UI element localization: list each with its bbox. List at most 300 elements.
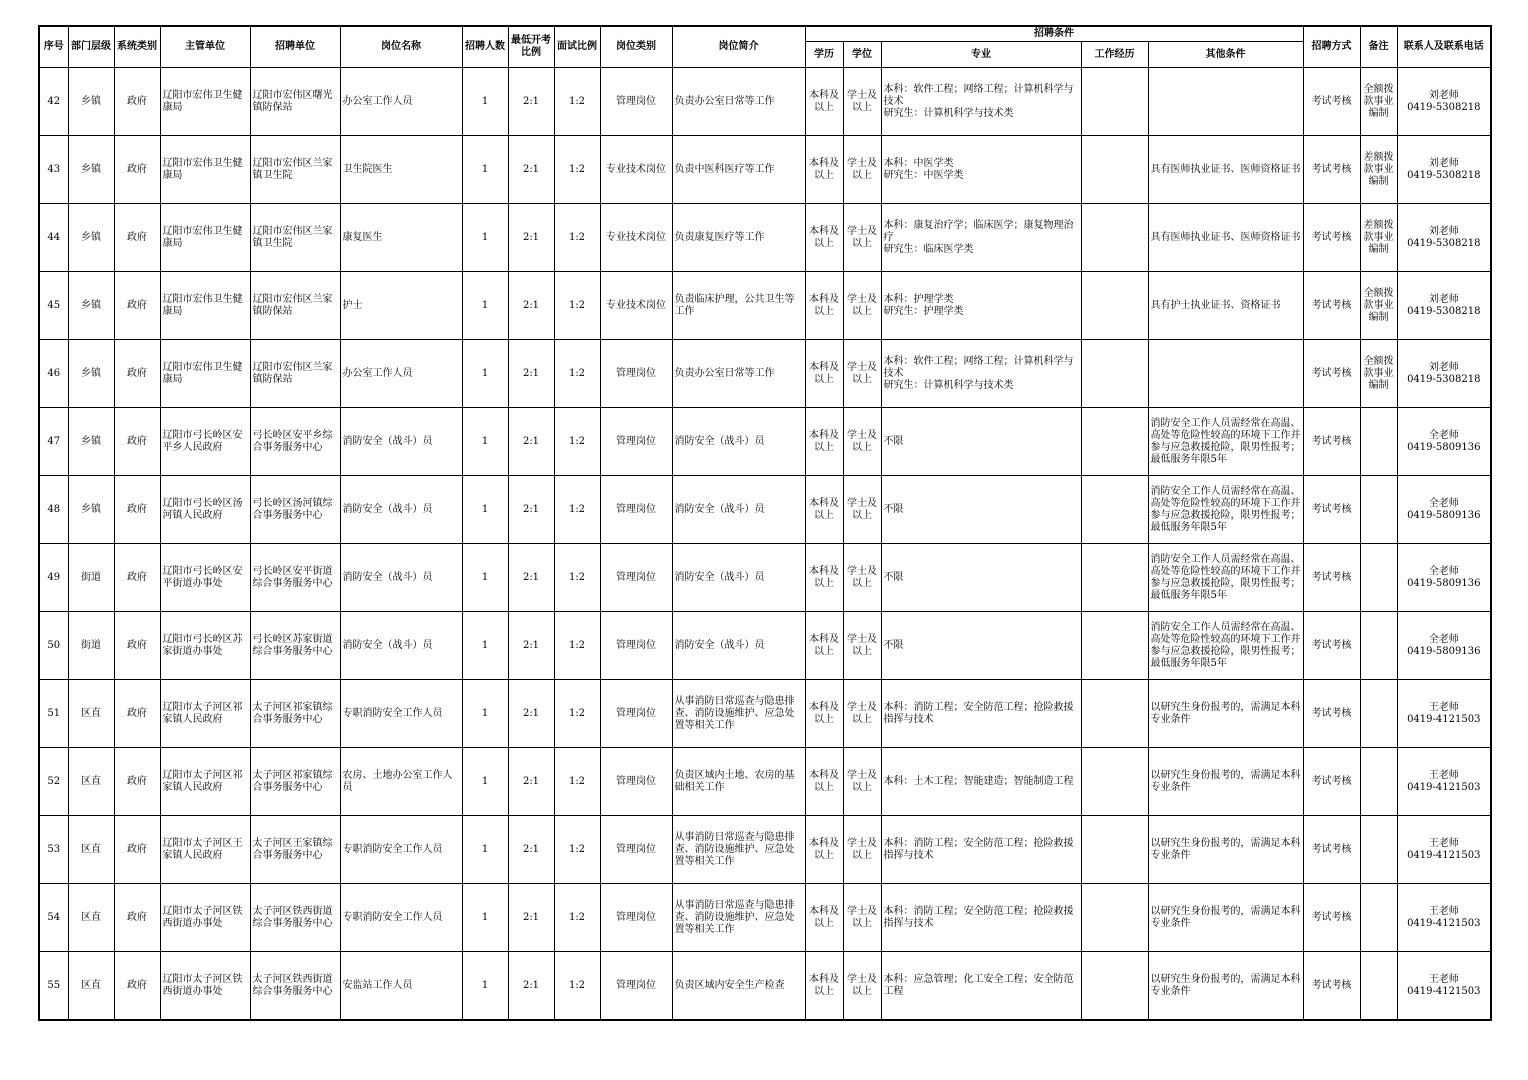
cell-method: 考试考核	[1303, 612, 1360, 680]
cell-degree: 学士及以上	[843, 884, 881, 952]
cell-work-exp	[1081, 340, 1148, 408]
cell-employer: 弓长岭区苏家街道综合事务服务中心	[250, 612, 340, 680]
cell-employer: 太子河区铁西街道综合事务服务中心	[250, 884, 340, 952]
cell-degree: 学士及以上	[843, 272, 881, 340]
cell-work-exp	[1081, 408, 1148, 476]
cell-position-intro: 负责办公室日常等工作	[672, 68, 805, 136]
cell-remark	[1360, 612, 1397, 680]
cell-major: 本科：应急管理；化工安全工程；安全防范工程	[881, 952, 1081, 1021]
cell-degree: 学士及以上	[843, 612, 881, 680]
cell-method: 考试考核	[1303, 272, 1360, 340]
cell-position-intro: 从事消防日常巡查与隐患排查、消防设施维护、应急处置等相关工作	[672, 680, 805, 748]
cell-interview-ratio: 1:2	[554, 68, 600, 136]
cell-seq: 42	[39, 68, 68, 136]
cell-interview-ratio: 1:2	[554, 884, 600, 952]
cell-other: 以研究生身份报考的，需满足本科专业条件	[1148, 884, 1303, 952]
cell-remark	[1360, 748, 1397, 816]
cell-position-name: 专职消防安全工作人员	[340, 884, 462, 952]
cell-min-ratio: 2:1	[508, 748, 554, 816]
cell-contact: 刘老师 0419-5308218	[1397, 136, 1491, 204]
cell-major: 本科：软件工程；网络工程；计算机科学与技术 研究生：计算机科学与技术类	[881, 340, 1081, 408]
cell-contact: 王老师 0419-4121503	[1397, 952, 1491, 1021]
cell-seq: 49	[39, 544, 68, 612]
cell-method: 考试考核	[1303, 544, 1360, 612]
cell-contact: 刘老师 0419-5308218	[1397, 340, 1491, 408]
cell-employer: 弓长岭区安平乡综合事务服务中心	[250, 408, 340, 476]
header-major: 专业	[881, 42, 1081, 68]
header-degree: 学位	[843, 42, 881, 68]
cell-min-ratio: 2:1	[508, 204, 554, 272]
cell-dept-level: 乡镇	[68, 136, 114, 204]
cell-seq: 53	[39, 816, 68, 884]
cell-supervisor: 辽阳市宏伟卫生健康局	[160, 68, 250, 136]
cell-position-type: 专业技术岗位	[600, 272, 672, 340]
cell-position-intro: 负责区域内安全生产检查	[672, 952, 805, 1021]
cell-method: 考试考核	[1303, 748, 1360, 816]
cell-method: 考试考核	[1303, 408, 1360, 476]
cell-degree: 学士及以上	[843, 136, 881, 204]
cell-count: 1	[462, 272, 508, 340]
cell-position-type: 专业技术岗位	[600, 136, 672, 204]
cell-contact: 全老师 0419-5809136	[1397, 408, 1491, 476]
cell-position-name: 消防安全（战斗）员	[340, 612, 462, 680]
cell-major: 本科：土木工程；智能建造；智能制造工程	[881, 748, 1081, 816]
cell-work-exp	[1081, 136, 1148, 204]
cell-dept-level: 乡镇	[68, 408, 114, 476]
cell-system-type: 政府	[114, 816, 160, 884]
cell-degree: 学士及以上	[843, 408, 881, 476]
cell-min-ratio: 2:1	[508, 136, 554, 204]
cell-min-ratio: 2:1	[508, 476, 554, 544]
cell-dept-level: 乡镇	[68, 340, 114, 408]
cell-other: 消防安全工作人员需经常在高温、高处等危险性较高的环境下工作并参与应急救援抢险，限男性报考；最低服务年限5年	[1148, 476, 1303, 544]
cell-supervisor: 辽阳市宏伟卫生健康局	[160, 204, 250, 272]
cell-seq: 44	[39, 204, 68, 272]
cell-min-ratio: 2:1	[508, 408, 554, 476]
cell-min-ratio: 2:1	[508, 884, 554, 952]
header-position-intro: 岗位简介	[672, 26, 805, 68]
cell-remark: 全额拨款事业编制	[1360, 340, 1397, 408]
cell-method: 考试考核	[1303, 68, 1360, 136]
cell-position-intro: 消防安全（战斗）员	[672, 408, 805, 476]
cell-min-ratio: 2:1	[508, 680, 554, 748]
cell-dept-level: 区直	[68, 680, 114, 748]
header-min-ratio: 最低开考比例	[508, 26, 554, 68]
cell-work-exp	[1081, 884, 1148, 952]
header-count: 招聘人数	[462, 26, 508, 68]
header-method: 招聘方式	[1303, 26, 1360, 68]
cell-other: 以研究生身份报考的，需满足本科专业条件	[1148, 748, 1303, 816]
cell-interview-ratio: 1:2	[554, 476, 600, 544]
cell-count: 1	[462, 884, 508, 952]
cell-position-type: 管理岗位	[600, 952, 672, 1021]
cell-education: 本科及以上	[805, 408, 843, 476]
cell-degree: 学士及以上	[843, 204, 881, 272]
cell-position-type: 专业技术岗位	[600, 204, 672, 272]
cell-other: 消防安全工作人员需经常在高温、高处等危险性较高的环境下工作并参与应急救援抢险，限男性报考；最低服务年限5年	[1148, 612, 1303, 680]
cell-count: 1	[462, 408, 508, 476]
cell-contact: 王老师 0419-4121503	[1397, 816, 1491, 884]
cell-interview-ratio: 1:2	[554, 748, 600, 816]
cell-position-intro: 负责办公室日常等工作	[672, 340, 805, 408]
cell-major: 不限	[881, 408, 1081, 476]
cell-interview-ratio: 1:2	[554, 952, 600, 1021]
cell-seq: 47	[39, 408, 68, 476]
cell-dept-level: 区直	[68, 748, 114, 816]
cell-work-exp	[1081, 544, 1148, 612]
header-supervisor: 主管单位	[160, 26, 250, 68]
cell-work-exp	[1081, 748, 1148, 816]
cell-other	[1148, 68, 1303, 136]
cell-position-name: 卫生院医生	[340, 136, 462, 204]
header-work-exp: 工作经历	[1081, 42, 1148, 68]
cell-remark: 全额拨款事业编制	[1360, 68, 1397, 136]
cell-dept-level: 区直	[68, 884, 114, 952]
cell-dept-level: 乡镇	[68, 204, 114, 272]
cell-position-intro: 负责中医科医疗等工作	[672, 136, 805, 204]
cell-major: 本科：软件工程；网络工程；计算机科学与技术 研究生：计算机科学与技术类	[881, 68, 1081, 136]
cell-seq: 43	[39, 136, 68, 204]
cell-other: 具有医师执业证书、医师资格证书	[1148, 136, 1303, 204]
cell-seq: 52	[39, 748, 68, 816]
cell-interview-ratio: 1:2	[554, 612, 600, 680]
cell-min-ratio: 2:1	[508, 612, 554, 680]
cell-min-ratio: 2:1	[508, 816, 554, 884]
cell-seq: 55	[39, 952, 68, 1021]
cell-interview-ratio: 1:2	[554, 204, 600, 272]
cell-major: 不限	[881, 544, 1081, 612]
cell-dept-level: 乡镇	[68, 68, 114, 136]
header-dept-level: 部门层级	[68, 26, 114, 68]
cell-employer: 弓长岭区安平街道综合事务服务中心	[250, 544, 340, 612]
table-row	[39, 952, 1491, 1021]
cell-supervisor: 辽阳市太子河区铁西街道办事处	[160, 952, 250, 1021]
cell-count: 1	[462, 136, 508, 204]
cell-supervisor: 辽阳市太子河区祁家镇人民政府	[160, 748, 250, 816]
table-row	[39, 68, 1491, 136]
cell-major: 本科：康复治疗学；临床医学；康复物理治疗 研究生：临床医学类	[881, 204, 1081, 272]
cell-education: 本科及以上	[805, 476, 843, 544]
cell-education: 本科及以上	[805, 272, 843, 340]
cell-dept-level: 乡镇	[68, 272, 114, 340]
cell-position-name: 办公室工作人员	[340, 68, 462, 136]
table-row	[39, 544, 1491, 612]
cell-dept-level: 区直	[68, 952, 114, 1021]
cell-system-type: 政府	[114, 680, 160, 748]
cell-degree: 学士及以上	[843, 680, 881, 748]
cell-contact: 全老师 0419-5809136	[1397, 476, 1491, 544]
header-interview-ratio: 面试比例	[554, 26, 600, 68]
table-row	[39, 816, 1491, 884]
cell-education: 本科及以上	[805, 136, 843, 204]
cell-education: 本科及以上	[805, 612, 843, 680]
cell-min-ratio: 2:1	[508, 340, 554, 408]
header-remark: 备注	[1360, 26, 1397, 68]
cell-contact: 刘老师 0419-5308218	[1397, 68, 1491, 136]
cell-other: 具有医师执业证书、医师资格证书	[1148, 204, 1303, 272]
cell-method: 考试考核	[1303, 204, 1360, 272]
cell-count: 1	[462, 204, 508, 272]
table-row	[39, 204, 1491, 272]
cell-employer: 太子河区祁家镇综合事务服务中心	[250, 748, 340, 816]
cell-interview-ratio: 1:2	[554, 816, 600, 884]
table-row	[39, 136, 1491, 204]
cell-seq: 46	[39, 340, 68, 408]
cell-contact: 全老师 0419-5809136	[1397, 544, 1491, 612]
cell-position-name: 消防安全（战斗）员	[340, 476, 462, 544]
cell-degree: 学士及以上	[843, 952, 881, 1021]
cell-other: 以研究生身份报考的，需满足本科专业条件	[1148, 680, 1303, 748]
cell-system-type: 政府	[114, 408, 160, 476]
cell-degree: 学士及以上	[843, 748, 881, 816]
cell-method: 考试考核	[1303, 816, 1360, 884]
cell-position-type: 管理岗位	[600, 816, 672, 884]
cell-system-type: 政府	[114, 204, 160, 272]
cell-remark: 全额拨款事业编制	[1360, 272, 1397, 340]
cell-count: 1	[462, 544, 508, 612]
header-seq: 序号	[39, 26, 68, 68]
cell-work-exp	[1081, 204, 1148, 272]
cell-method: 考试考核	[1303, 884, 1360, 952]
cell-seq: 51	[39, 680, 68, 748]
cell-employer: 辽阳市宏伟区兰家镇防保站	[250, 272, 340, 340]
table-row	[39, 476, 1491, 544]
cell-position-type: 管理岗位	[600, 612, 672, 680]
cell-remark	[1360, 952, 1397, 1021]
cell-employer: 辽阳市宏伟区兰家镇防保站	[250, 340, 340, 408]
cell-employer: 辽阳市宏伟区曙光镇防保站	[250, 68, 340, 136]
cell-work-exp	[1081, 612, 1148, 680]
cell-major: 本科：消防工程；安全防范工程；抢险救援指挥与技术	[881, 816, 1081, 884]
cell-system-type: 政府	[114, 272, 160, 340]
cell-remark	[1360, 884, 1397, 952]
cell-supervisor: 辽阳市太子河区祁家镇人民政府	[160, 680, 250, 748]
table-row	[39, 884, 1491, 952]
header-position-name: 岗位名称	[340, 26, 462, 68]
cell-position-name: 安监站工作人员	[340, 952, 462, 1021]
cell-system-type: 政府	[114, 748, 160, 816]
cell-supervisor: 辽阳市弓长岭区汤河镇人民政府	[160, 476, 250, 544]
cell-degree: 学士及以上	[843, 544, 881, 612]
recruitment-table	[38, 25, 1492, 1021]
cell-position-type: 管理岗位	[600, 408, 672, 476]
cell-contact: 刘老师 0419-5308218	[1397, 272, 1491, 340]
cell-seq: 48	[39, 476, 68, 544]
cell-major: 不限	[881, 612, 1081, 680]
cell-position-intro: 消防安全（战斗）员	[672, 612, 805, 680]
cell-supervisor: 辽阳市弓长岭区苏家街道办事处	[160, 612, 250, 680]
cell-count: 1	[462, 816, 508, 884]
cell-supervisor: 辽阳市太子河区铁西街道办事处	[160, 884, 250, 952]
cell-count: 1	[462, 952, 508, 1021]
cell-position-intro: 消防安全（战斗）员	[672, 476, 805, 544]
cell-method: 考试考核	[1303, 680, 1360, 748]
cell-contact: 王老师 0419-4121503	[1397, 884, 1491, 952]
cell-supervisor: 辽阳市宏伟卫生健康局	[160, 340, 250, 408]
cell-other: 消防安全工作人员需经常在高温、高处等危险性较高的环境下工作并参与应急救援抢险，限男性报考；最低服务年限5年	[1148, 408, 1303, 476]
cell-work-exp	[1081, 952, 1148, 1021]
header-conditions: 招聘条件	[805, 26, 1303, 42]
cell-supervisor: 辽阳市宏伟卫生健康局	[160, 272, 250, 340]
cell-employer: 辽阳市宏伟区兰家镇卫生院	[250, 136, 340, 204]
cell-system-type: 政府	[114, 884, 160, 952]
header-other: 其他条件	[1148, 42, 1303, 68]
cell-major: 不限	[881, 476, 1081, 544]
cell-supervisor: 辽阳市宏伟卫生健康局	[160, 136, 250, 204]
cell-min-ratio: 2:1	[508, 272, 554, 340]
table-row	[39, 408, 1491, 476]
cell-position-name: 消防安全（战斗）员	[340, 544, 462, 612]
table-row	[39, 680, 1491, 748]
cell-count: 1	[462, 680, 508, 748]
cell-work-exp	[1081, 272, 1148, 340]
cell-position-type: 管理岗位	[600, 476, 672, 544]
cell-contact: 王老师 0419-4121503	[1397, 680, 1491, 748]
cell-employer: 弓长岭区汤河镇综合事务服务中心	[250, 476, 340, 544]
cell-count: 1	[462, 612, 508, 680]
cell-supervisor: 辽阳市太子河区王家镇人民政府	[160, 816, 250, 884]
table-row	[39, 272, 1491, 340]
cell-remark	[1360, 476, 1397, 544]
cell-position-name: 康复医生	[340, 204, 462, 272]
cell-dept-level: 街道	[68, 612, 114, 680]
cell-count: 1	[462, 476, 508, 544]
cell-system-type: 政府	[114, 612, 160, 680]
cell-seq: 45	[39, 272, 68, 340]
cell-major: 本科：消防工程；安全防范工程；抢险救援指挥与技术	[881, 884, 1081, 952]
cell-position-name: 专职消防安全工作人员	[340, 816, 462, 884]
cell-work-exp	[1081, 476, 1148, 544]
cell-remark	[1360, 816, 1397, 884]
cell-contact: 王老师 0419-4121503	[1397, 748, 1491, 816]
cell-other: 具有护士执业证书、资格证书	[1148, 272, 1303, 340]
cell-position-type: 管理岗位	[600, 340, 672, 408]
cell-position-type: 管理岗位	[600, 680, 672, 748]
cell-count: 1	[462, 68, 508, 136]
header-employer: 招聘单位	[250, 26, 340, 68]
cell-other: 消防安全工作人员需经常在高温、高处等危险性较高的环境下工作并参与应急救援抢险，限男性报考；最低服务年限5年	[1148, 544, 1303, 612]
cell-supervisor: 辽阳市弓长岭区安平街道办事处	[160, 544, 250, 612]
cell-position-intro: 消防安全（战斗）员	[672, 544, 805, 612]
cell-position-type: 管理岗位	[600, 748, 672, 816]
cell-supervisor: 辽阳市弓长岭区安平乡人民政府	[160, 408, 250, 476]
cell-method: 考试考核	[1303, 340, 1360, 408]
cell-position-intro: 负责区域内土地、农房的基础相关工作	[672, 748, 805, 816]
cell-min-ratio: 2:1	[508, 952, 554, 1021]
cell-min-ratio: 2:1	[508, 68, 554, 136]
cell-major: 本科：护理学类 研究生：护理学类	[881, 272, 1081, 340]
cell-dept-level: 区直	[68, 816, 114, 884]
cell-contact: 全老师 0419-5809136	[1397, 612, 1491, 680]
cell-employer: 辽阳市宏伟区兰家镇卫生院	[250, 204, 340, 272]
cell-position-type: 管理岗位	[600, 68, 672, 136]
cell-method: 考试考核	[1303, 476, 1360, 544]
cell-method: 考试考核	[1303, 952, 1360, 1021]
cell-remark: 差额拨款事业编制	[1360, 204, 1397, 272]
cell-dept-level: 乡镇	[68, 476, 114, 544]
cell-work-exp	[1081, 680, 1148, 748]
cell-position-name: 农房、土地办公室工作人员	[340, 748, 462, 816]
cell-major: 本科：消防工程；安全防范工程；抢险救援指挥与技术	[881, 680, 1081, 748]
cell-education: 本科及以上	[805, 952, 843, 1021]
cell-major: 本科：中医学类 研究生：中医学类	[881, 136, 1081, 204]
cell-education: 本科及以上	[805, 680, 843, 748]
header-education: 学历	[805, 42, 843, 68]
cell-education: 本科及以上	[805, 204, 843, 272]
cell-degree: 学士及以上	[843, 68, 881, 136]
table-row	[39, 612, 1491, 680]
cell-work-exp	[1081, 68, 1148, 136]
cell-education: 本科及以上	[805, 748, 843, 816]
cell-system-type: 政府	[114, 476, 160, 544]
cell-employer: 太子河区王家镇综合事务服务中心	[250, 816, 340, 884]
cell-education: 本科及以上	[805, 884, 843, 952]
table-row	[39, 340, 1491, 408]
cell-position-name: 专职消防安全工作人员	[340, 680, 462, 748]
cell-interview-ratio: 1:2	[554, 340, 600, 408]
cell-remark	[1360, 408, 1397, 476]
cell-education: 本科及以上	[805, 68, 843, 136]
cell-system-type: 政府	[114, 136, 160, 204]
cell-employer: 太子河区铁西街道综合事务服务中心	[250, 952, 340, 1021]
cell-position-intro: 从事消防日常巡查与隐患排查、消防设施维护、应急处置等相关工作	[672, 816, 805, 884]
cell-method: 考试考核	[1303, 136, 1360, 204]
cell-position-intro: 负责康复医疗等工作	[672, 204, 805, 272]
header-position-type: 岗位类别	[600, 26, 672, 68]
cell-dept-level: 街道	[68, 544, 114, 612]
cell-contact: 刘老师 0419-5308218	[1397, 204, 1491, 272]
cell-interview-ratio: 1:2	[554, 272, 600, 340]
cell-interview-ratio: 1:2	[554, 408, 600, 476]
cell-degree: 学士及以上	[843, 476, 881, 544]
cell-position-name: 护士	[340, 272, 462, 340]
cell-position-intro: 从事消防日常巡查与隐患排查、消防设施维护、应急处置等相关工作	[672, 884, 805, 952]
header-contact: 联系人及联系电话	[1397, 26, 1491, 68]
cell-education: 本科及以上	[805, 340, 843, 408]
cell-position-intro: 负责临床护理，公共卫生等工作	[672, 272, 805, 340]
cell-degree: 学士及以上	[843, 816, 881, 884]
cell-interview-ratio: 1:2	[554, 544, 600, 612]
cell-education: 本科及以上	[805, 816, 843, 884]
cell-system-type: 政府	[114, 340, 160, 408]
header-system-type: 系统类别	[114, 26, 160, 68]
cell-other: 以研究生身份报考的，需满足本科专业条件	[1148, 816, 1303, 884]
cell-min-ratio: 2:1	[508, 544, 554, 612]
cell-interview-ratio: 1:2	[554, 136, 600, 204]
cell-interview-ratio: 1:2	[554, 680, 600, 748]
cell-seq: 50	[39, 612, 68, 680]
table-row	[39, 748, 1491, 816]
cell-system-type: 政府	[114, 68, 160, 136]
cell-other: 以研究生身份报考的，需满足本科专业条件	[1148, 952, 1303, 1021]
cell-other	[1148, 340, 1303, 408]
cell-work-exp	[1081, 816, 1148, 884]
cell-seq: 54	[39, 884, 68, 952]
cell-education: 本科及以上	[805, 544, 843, 612]
cell-position-type: 管理岗位	[600, 884, 672, 952]
cell-system-type: 政府	[114, 952, 160, 1021]
cell-remark: 差额拨款事业编制	[1360, 136, 1397, 204]
cell-remark	[1360, 680, 1397, 748]
cell-position-type: 管理岗位	[600, 544, 672, 612]
cell-position-name: 消防安全（战斗）员	[340, 408, 462, 476]
cell-count: 1	[462, 748, 508, 816]
cell-system-type: 政府	[114, 544, 160, 612]
cell-degree: 学士及以上	[843, 340, 881, 408]
cell-position-name: 办公室工作人员	[340, 340, 462, 408]
cell-employer: 太子河区祁家镇综合事务服务中心	[250, 680, 340, 748]
cell-count: 1	[462, 340, 508, 408]
